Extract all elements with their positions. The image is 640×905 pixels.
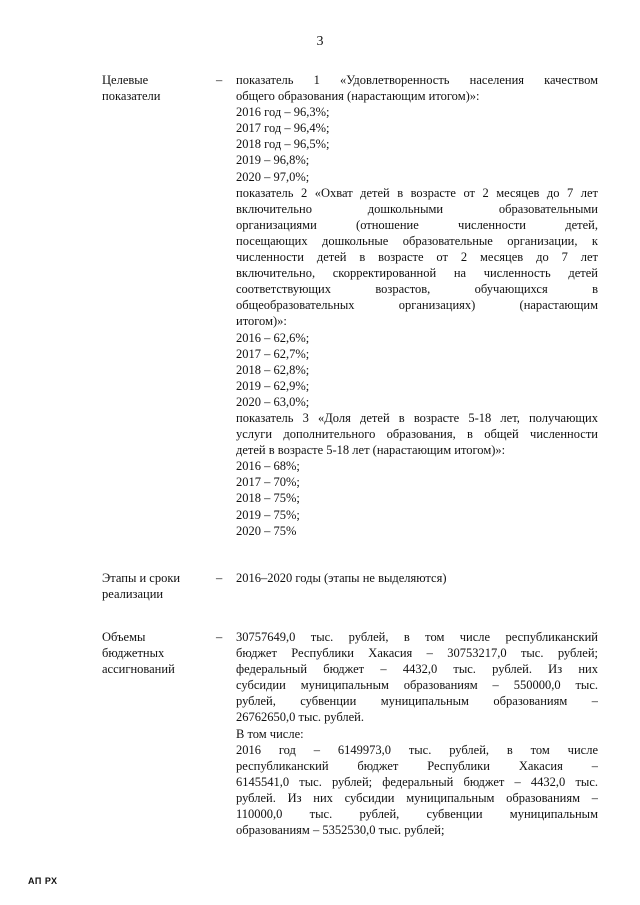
text-line: 2018 год – 96,5%; bbox=[236, 137, 330, 152]
section-content-stages bbox=[236, 570, 598, 586]
text-line: посещающих дошкольные образовательные организации, к bbox=[236, 233, 598, 248]
text-line: 2019 – 62,9%; bbox=[236, 378, 310, 393]
text-line: 2020 – 63,0%; bbox=[236, 394, 310, 409]
section-content-targets bbox=[236, 72, 598, 539]
text-line: 2016 год – 6149973,0 тыс. рублей, в том числе bbox=[236, 742, 598, 757]
label-line: бюджетных bbox=[102, 646, 165, 660]
text-line: 30757649,0 тыс. рублей, в том числе республиканский bbox=[236, 630, 598, 644]
text-line: образованиям – 5352530,0 тыс. рублей; bbox=[236, 823, 445, 838]
label-line: Этапы и сроки bbox=[102, 571, 181, 585]
text-line: общего образования (нарастающим итогом)»: bbox=[236, 89, 480, 104]
text-line: общеобразовательных организациях) (нарастающим bbox=[236, 298, 598, 313]
label-line: реализации bbox=[102, 587, 164, 601]
text-line: 2017 – 70%; bbox=[236, 475, 300, 490]
text-line: 2017 – 62,7%; bbox=[236, 346, 310, 361]
text-line: услуги дополнительного образования, в общей численности bbox=[236, 427, 598, 442]
text-line: показатель 2 «Охват детей в возрасте от 2 месяцев до 7 лет bbox=[236, 185, 598, 200]
text-line: включительно, скорректированной на численность детей bbox=[236, 266, 598, 281]
section-dash: – bbox=[216, 630, 223, 644]
text-line: численности детей в возрасте от 2 месяцев до 7 лет bbox=[236, 250, 598, 265]
text-line: 2016 – 62,6%; bbox=[236, 330, 310, 345]
section-label-stages bbox=[102, 570, 210, 602]
footer-mark: АП РХ bbox=[28, 876, 58, 886]
text-line: включительно дошкольными образовательными bbox=[236, 201, 598, 216]
text-line: 6145541,0 тыс. рублей; федеральный бюджет – 4432,0 тыс. bbox=[236, 774, 598, 789]
section-label-budget bbox=[102, 629, 210, 677]
label-line: Объемы bbox=[102, 630, 146, 644]
section-dash: – bbox=[216, 571, 223, 585]
section-dash: – bbox=[216, 73, 223, 87]
text-line: 2019 – 96,8%; bbox=[236, 153, 310, 168]
text-line: 110000,0 тыс. рублей, субвенции муниципальным bbox=[236, 807, 598, 822]
text-line: бюджет Республики Хакасия – 30753217,0 тыс. рублей; bbox=[236, 646, 598, 661]
text-line: федеральный бюджет – 4432,0 тыс. рублей. Из них bbox=[236, 662, 598, 677]
section-label-targets bbox=[102, 72, 210, 104]
text-line: 2016–2020 годы (этапы не выделяются) bbox=[236, 571, 447, 585]
section-content-budget bbox=[236, 629, 598, 838]
text-line: организациями (отношение численности детей, bbox=[236, 217, 598, 232]
text-line: 2020 – 75% bbox=[236, 523, 297, 538]
text-line: рублей, субвенции муниципальным образованиям – bbox=[236, 694, 598, 709]
text-line: рублей. Из них субсидии муниципальным образованиям – bbox=[236, 790, 598, 805]
text-line: 2017 год – 96,4%; bbox=[236, 121, 330, 136]
text-line: 26762650,0 тыс. рублей. bbox=[236, 710, 364, 725]
text-line: 2020 – 97,0%; bbox=[236, 169, 310, 184]
text-line: детей в возрасте 5-18 лет (нарастающим итогом)»: bbox=[236, 443, 506, 458]
text-line: 2019 – 75%; bbox=[236, 507, 300, 522]
text-line: показатель 1 «Удовлетворенность населения качеством bbox=[236, 73, 598, 87]
page-number: 3 bbox=[316, 34, 324, 49]
text-line: субсидии муниципальным образованиям – 550000,0 тыс. bbox=[236, 678, 598, 693]
text-line: республиканский бюджет Республики Хакасия – bbox=[236, 758, 598, 773]
text-line: 2018 – 62,8%; bbox=[236, 362, 310, 377]
text-line: В том числе: bbox=[236, 726, 304, 741]
text-line: 2016 год – 96,3%; bbox=[236, 105, 330, 120]
text-line: 2016 – 68%; bbox=[236, 459, 300, 474]
text-line: соответствующих возрастов, обучающихся в bbox=[236, 282, 598, 297]
text-line: показатель 3 «Доля детей в возрасте 5-18 лет, получающих bbox=[236, 410, 598, 425]
label-line: Целевые bbox=[102, 73, 149, 87]
text-line: 2018 – 75%; bbox=[236, 491, 300, 506]
text-line: итогом)»: bbox=[236, 314, 287, 329]
label-line: показатели bbox=[102, 89, 161, 103]
label-line: ассигнований bbox=[102, 662, 175, 676]
